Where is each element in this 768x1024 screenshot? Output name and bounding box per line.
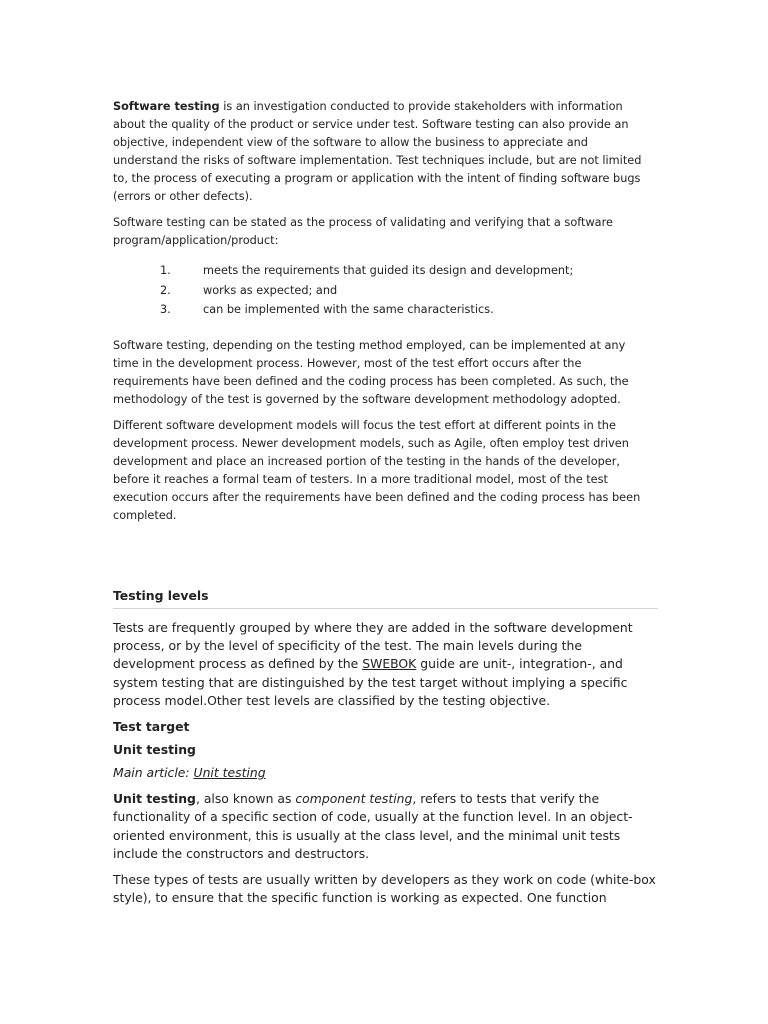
intro-section (113, 98, 653, 533)
paragraph-text: Tests are frequently grouped by where they are added in the software development process, or by the level of specificity of the test. The main levels during the development process as defined by the (113, 620, 633, 672)
list-number: 1. (160, 264, 171, 277)
testing-levels-heading: Testing levels (113, 588, 209, 603)
paragraph-text: , refers to tests that verify the functionality of a specific section of code, usually at the function level. In an object-oriented environment, this is usually at the class level, and the minimal unit tests include the constructors and destructors. (113, 791, 633, 861)
unit-testing-article-link[interactable]: Unit testing (193, 765, 266, 781)
testing-levels-section (113, 586, 658, 915)
intro-paragraph-3: Software testing, depending on the testing method employed, can be implemented at any time in the development process. However, most of the test effort occurs after the requirements have been defined and the coding process has been completed. As such, the methodology of the test is governed by the software development methodology adopted. (113, 338, 629, 406)
list-item (113, 301, 653, 321)
intro-paragraph-1 (113, 98, 653, 206)
swebok-link[interactable]: SWEBOK (362, 656, 417, 672)
intro-paragraph-4: Different software development models will focus the test effort at different points in the development process. Newer development models, such as Agile, often employ test driven development and place an increased portion of the testing in the hands of the developer, before it reaches a formal team of testers. In a more traditional model, most of the test execution occurs after the requirements have been defined and the coding process has been completed. (113, 418, 641, 522)
intro-paragraph-1-text: is an investigation conducted to provide stakeholders with information about the quality of the product or service under test. Software testing can also provide an objective, independent view of the software to allow the business to appreciate and understand the risks of software implementation. Test techniques include, but are not limited to, the process of executing a program or application with the intent of finding software bugs (errors or other defects). (113, 100, 642, 203)
list-text: works as expected; and (203, 283, 338, 297)
testing-levels-paragraph (113, 619, 658, 710)
main-article-note (113, 764, 658, 782)
list-number: 2. (160, 283, 171, 297)
intro-paragraph-2: Software testing can be stated as the process of validating and verifying that a software program/application/product: (113, 216, 613, 247)
list-text: meets the requirements that guided its design and development; (203, 264, 574, 277)
list-text: can be implemented with the same characteristics. (203, 303, 494, 316)
requirements-list (113, 262, 653, 321)
test-target-heading: Test target (113, 719, 190, 735)
term-component-testing: component testing (295, 791, 413, 807)
list-item (113, 282, 653, 302)
unit-testing-paragraph-2: These types of tests are usually written by developers as they work on code (white-box style), to ensure that the specific function is working as expected. One function (113, 872, 656, 906)
unit-testing-heading: Unit testing (113, 742, 196, 758)
list-number: 3. (160, 303, 171, 316)
list-item (113, 262, 653, 282)
term-software-testing: Software testing (113, 100, 220, 113)
term-unit-testing: Unit testing (113, 791, 196, 807)
paragraph-text: , also known as (195, 791, 296, 807)
unit-testing-paragraph-1 (113, 790, 658, 863)
paragraph-text: guide are unit-, integration-, and system testing that are distinguished by the test target without implying a specific process model.Other test levels are classified by the testing objective. (113, 656, 628, 708)
heading-divider (113, 608, 658, 609)
main-article-label: Main article: (113, 765, 194, 781)
